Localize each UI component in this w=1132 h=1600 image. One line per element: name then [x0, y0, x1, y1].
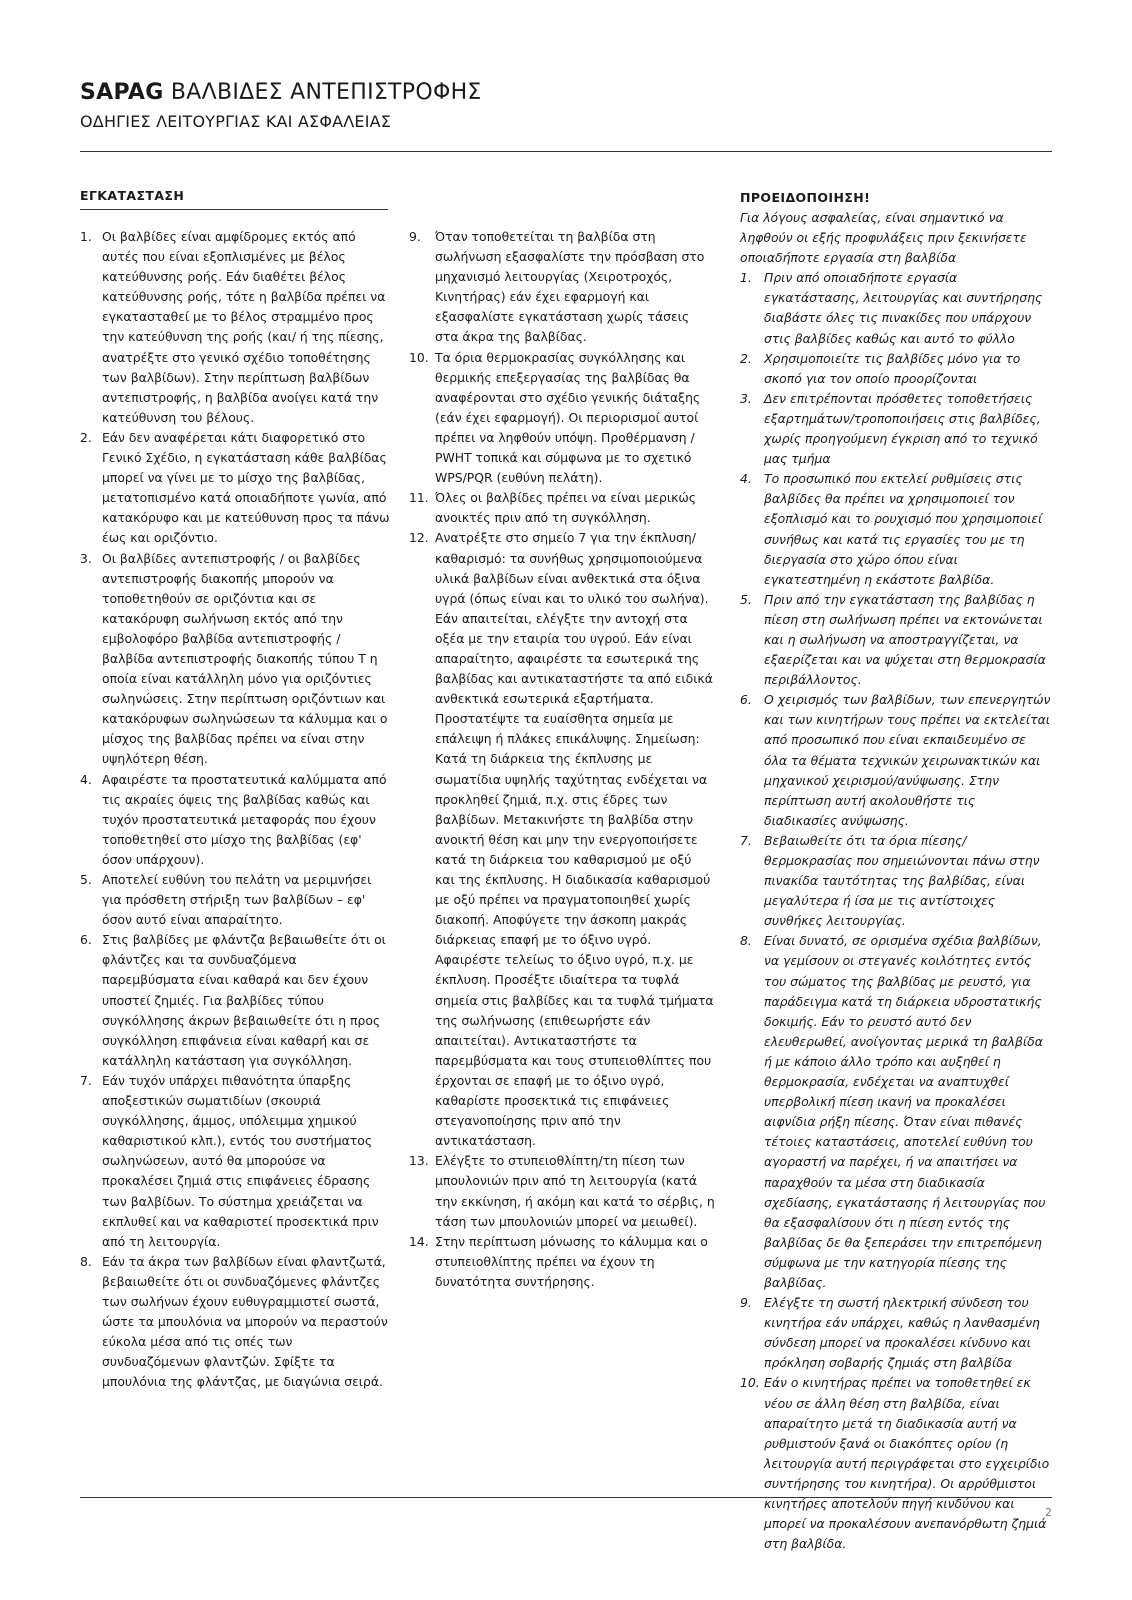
- warning-column: [740, 188, 1052, 1554]
- list-item: [80, 227, 390, 428]
- item-text: Βεβαιωθείτε ότι τα όρια πίεσης/θερμοκρασίας που σημειώνονται πάνω στην πινακίδα ταυτότητας της βαλβίδας, είναι μεγαλύτερα ή ίσα με τις αντίστοιχες συνθήκες λειτουργίας.: [764, 832, 1040, 929]
- item-number: 5.: [80, 872, 92, 887]
- item-number: 7.: [740, 832, 752, 848]
- item-number: 5.: [740, 591, 752, 607]
- item-number: 4.: [80, 771, 92, 787]
- item-text: Ελέγξτε το στυπειοθλίπτη/τη πίεση των μπουλονιών πριν από τη λειτουργία (κατά την εκκίνηση, ή ακόμη και κατά το σέρβις, η τάση των μπουλονιών μπορεί να μειωθεί).: [435, 1153, 715, 1229]
- item-number: 9.: [409, 229, 421, 244]
- item-number: 7.: [80, 1072, 92, 1088]
- title-text: ΒΑΛΒΙΔΕΣ ΑΝΤΕΠΙΣΤΡΟΦΗΣ: [170, 80, 482, 105]
- list-item: [740, 931, 1052, 1293]
- brand-name: SAPAG: [80, 80, 164, 105]
- warning-list: [740, 268, 1052, 1554]
- item-number: 8.: [740, 933, 752, 949]
- list-item: [409, 528, 715, 1151]
- item-text: Χρησιμοποιείτε τις βαλβίδες μόνο για το σκοπό για τον οποίο προορίζονται: [764, 350, 1021, 386]
- installation-column-2: [409, 227, 715, 1292]
- item-number: 4.: [740, 471, 752, 487]
- item-text: Όλες οι βαλβίδες πρέπει να είναι μερικώς ανοικτές πριν από τη συγκόλληση.: [435, 490, 697, 526]
- header-divider: [80, 151, 1052, 152]
- item-text: Εάν ο κινητήρας πρέπει να τοποθετηθεί εκ νέου σε άλλη θέση στη βαλβίδα, είναι απαραίτητο μετά τη διαδικασία αυτή να ρυθμιστούν ξανά οι διακόπτες ορίου (η λειτουργία αυτή περιγράφεται στο εγχειρίδιο συντήρησης του κινητήρα). Οι αρρύθμιστοι κινητήρες αποτελούν πηγή κινδύνου και μπορεί να προκαλέσουν ανεπανόρθωτη ζημιά στη βαλβίδα.: [764, 1375, 1050, 1552]
- item-number: 3.: [740, 390, 752, 406]
- list-item: [80, 930, 390, 1071]
- item-text: Όταν τοποθετείται τη βαλβίδα στη σωλήνωση εξασφαλίστε την πρόσβαση στο μηχανισμό λειτουργίας (Χειροτροχός, Κινητήρας) εάν έχει εφαρμογή και εξασφαλίστε εγκατάσταση χωρίς τάσεις στα άκρα της βαλβίδας.: [435, 229, 705, 345]
- list-item: [409, 488, 715, 528]
- item-number: 10.: [740, 1375, 760, 1391]
- item-number: 9.: [740, 1295, 752, 1311]
- item-text: Πριν από την εγκατάσταση της βαλβίδας η πίεση στη σωλήνωση πρέπει να εκτονώνεται και η σωλήνωση να αποστραγγίζεται, να εξαερίζεται και να ψύχεται στη θερμοκρασία περιβάλλοντος.: [764, 591, 1046, 688]
- list-item: [740, 469, 1052, 590]
- item-text: Εάν τυχόν υπάρχει πιθανότητα ύπαρξης αποξεστικών σωματιδίων (σκουριά συγκόλλησης, άμμος, υπόλειμμα χημικού καθαριστικού κλπ.), εντός του συστήματος σωληνώσεων, αυτό θα μπορούσε να προκαλέσει ζημιά στις επιφάνειες έδρασης των βαλβίδων. Το σύστημα χρειάζεται να εκπλυθεί και να καθαριστεί προσεκτικά πριν από τη λειτουργία.: [102, 1072, 379, 1249]
- item-number: 2.: [80, 429, 92, 445]
- item-number: 8.: [80, 1253, 92, 1269]
- page-number: 2: [1045, 1506, 1052, 1519]
- item-number: 10.: [409, 349, 429, 365]
- list-item: [80, 549, 390, 770]
- installation-list-continued: [409, 227, 715, 1292]
- document-subtitle: ΟΔΗΓΙΕΣ ΛΕΙΤΟΥΡΓΙΑΣ ΚΑΙ ΑΣΦΑΛΕΙΑΣ: [80, 112, 392, 131]
- item-number: 1.: [80, 229, 92, 244]
- page-header: [80, 78, 1052, 134]
- item-text: Οι βαλβίδες αντεπιστροφής / οι βαλβίδες αντεπιστροφής διακοπής μπορούν να τοποθετηθούν σε οριζόντια και σε κατακόρυφη σωλήνωση εκτός από την εμβολοφόρο βαλβίδα αντεπιστροφής / βαλβίδα αντεπιστροφής διακοπής τύπου T η οποία είναι κατάλληλη μόνο για οριζόντιες σωληνώσεις. Στην περίπτωση οριζόντιων και κατακόρυφων σωληνώσεων τα κάλυμμα και ο μίσχος της βαλβίδας πρέπει να είναι στην υψηλότερη θέση.: [102, 550, 388, 767]
- item-text: Αποτελεί ευθύνη του πελάτη να μεριμνήσει για πρόσθετη στήριξη των βαλβίδων – εφ' όσον αυτό είναι απαραίτητο.: [102, 872, 372, 928]
- warning-title: ΠΡΟΕΙΔΟΠΟΙΗΣΗ!: [740, 190, 871, 205]
- list-item: [740, 268, 1052, 348]
- list-item: [80, 770, 390, 870]
- list-item: [409, 1232, 715, 1292]
- list-item: [80, 1071, 390, 1252]
- item-number: 14.: [409, 1233, 429, 1249]
- item-text: Οι βαλβίδες είναι αμφίδρομες εκτός από αυτές που είναι εξοπλισμένες με βέλος κατεύθυνσης ροής. Εάν διαθέτει βέλος κατεύθυνσης ροής, τότε η βαλβίδα πρέπει να εγκατασταθεί με το βέλος στραμμένο προς την κατεύθυνση της ροής (και/ ή της πίεσης, ανατρέξτε στο γενικό σχέδιο τοποθέτησης των βαλβίδων). Στην περίπτωση βαλβίδων αντεπιστροφής, η βαλβίδα ανοίγει κατά την κατεύθυνση του βέλους.: [102, 229, 386, 425]
- item-number: 1.: [740, 270, 752, 286]
- installation-column-1: [80, 227, 390, 1392]
- list-item: [740, 389, 1052, 469]
- list-item: [409, 227, 715, 348]
- warning-intro: Για λόγους ασφαλείας, είναι σημαντικό να ληφθούν οι εξής προφυλάξεις πριν ξεκινήσετε οποιαδήποτε εργασία στη βαλβίδα: [740, 210, 1027, 266]
- list-item: [740, 590, 1052, 690]
- item-text: Ο χειρισμός των βαλβίδων, των επενεργητών και των κινητήρων τους πρέπει να εκτελείται από προσωπικό που είναι εκπαιδευμένο σε όλα τα θέματα τεχνικών χειρωνακτικών και μηχανικού χειρισμού/ανύψωσης. Στην περίπτωση αυτή ακολουθήστε τις διαδικασίες ανύψωσης.: [764, 692, 1051, 828]
- list-item: [80, 1252, 390, 1393]
- item-number: 2.: [740, 350, 752, 366]
- list-item: [409, 1151, 715, 1231]
- item-number: 11.: [409, 490, 429, 506]
- list-item: [740, 1293, 1052, 1373]
- footer-divider: [80, 1497, 1052, 1498]
- list-item: [740, 349, 1052, 389]
- list-item: [740, 831, 1052, 931]
- item-number: 13.: [409, 1153, 429, 1169]
- item-text: Πριν από οποιαδήποτε εργασία εγκατάστασης, λειτουργίας και συντήρησης διαβάστε όλες τις πινακίδες που υπάρχουν στις βαλβίδες καθώς και αυτό το φύλλο: [764, 270, 1043, 346]
- item-text: Ανατρέξτε στο σημείο 7 για την έκπλυση/ καθαρισμό: τα συνήθως χρησιμοποιούμενα υλικά βαλβίδων είναι ανθεκτικά στα όξινα υγρά (όπως είναι και το υλικό του σωλήνα). Εάν απαιτείται, ελέγξτε την αντοχή στα οξέα με την εταιρία του υγρού. Εάν είναι απαραίτητο, αφαιρέστε τα εσωτερικά της βαλβίδας και αντικαταστήστε τα από ειδικά ανθεκτικά εσωτερικά εξαρτήματα. Προστατέψτε τα ευαίσθητα σημεία με επάλειψη ή πλάκες επικάλυψης. Σημείωση: Κατά τη διάρκεια της έκπλυσης με σωματίδια υψηλής ταχύτητας ενδέχεται να προκληθεί ζημιά, π.χ. στις έδρες των βαλβίδων. Μετακινήστε τη βαλβίδα στην ανοικτή θέση και μην την ενεργοποιήσετε κατά τη διάρκεια του καθαρισμού με οξύ και της έκπλυσης. Η διαδικασία καθαρισμού με οξύ πρέπει να πραγματοποιηθεί χωρίς διακοπή. Αποφύγετε την άσκοπη μακράς διάρκειας επαφή με το όξινο υγρό. Αφαιρέστε τελείως το όξινο υγρό, π.χ. με έκπλυση. Προσέξτε ιδιαίτερα τα τυφλά σημεία στις βαλβίδες και τα τυφλά τμήματα της σωλήνωσης (επιθεωρήστε εάν απαιτείται). Αντικαταστήστε τα παρεμβύσματα και τους στυπειοθλίπτες που έρχονται σε επαφή με το όξινο υγρό, καθαρίστε προσεκτικά τις επιφάνειες στεγανοποίησης πριν από την αντικατάσταση.: [435, 530, 714, 1149]
- item-text: Στην περίπτωση μόνωσης το κάλυμμα και ο στυπειοθλίπτης πρέπει να έχουν τη δυνατότητα συντήρησης.: [435, 1233, 708, 1289]
- list-item: [740, 1373, 1052, 1554]
- item-number: 3.: [80, 550, 92, 566]
- item-number: 12.: [409, 530, 429, 546]
- list-item: [409, 348, 715, 489]
- item-text: Ελέγξτε τη σωστή ηλεκτρική σύνδεση του κινητήρα εάν υπάρχει, καθώς η λανθασμένη σύνδεση μπορεί να προκαλέσει κίνδυνο και πρόκληση σοβαρής ζημιάς στη βαλβίδα: [764, 1295, 1040, 1371]
- list-item: [80, 870, 390, 930]
- item-text: Είναι δυνατό, σε ορισμένα σχέδια βαλβίδων, να γεμίσουν οι στεγανές κοιλότητες εντός του σώματος της βαλβίδας με ρευστό, για παράδειγμα κατά τη διάρκεια υδροστατικής δοκιμής. Εάν το ρευστό αυτό δεν ελευθερωθεί, ανοίγοντας μερικά τη βαλβίδα ή με κάποιο άλλο τρόπο και αυξηθεί η θερμοκρασία, ενδέχεται να αναπτυχθεί υπερβολική πίεση ικανή να προκαλέσει αιφνίδια ρήξη πίεσης. Όταν είναι πιθανές τέτοιες καταστάσεις, αποτελεί ευθύνη του αγοραστή να παρέχει, ή να απαιτήσει να παραχθούν τα μέσα στη διαδικασία σχεδίασης, εγκατάστασης ή λειτουργίας που θα εξασφαλίσουν ότι η πίεση εντός της βαλβίδας δε θα ξεπεράσει την επιτρεπόμενη σύμφωνα με την κατηγορία πίεσης της βαλβίδας.: [764, 933, 1046, 1290]
- list-item: [740, 690, 1052, 831]
- item-number: 6.: [740, 692, 752, 708]
- item-text: Τα όρια θερμοκρασίας συγκόλλησης και θερμικής επεξεργασίας της βαλβίδας θα αναφέρονται στο σχέδιο γενικής διάταξης (εάν έχει εφαρμογή). Οι περιορισμοί αυτοί πρέπει να ληφθούν υπόψη. Προθέρμανση / PWHT τοπικά και σύμφωνα με το σχετικό WPS/PQR (ευθύνη πελάτη).: [435, 349, 701, 486]
- document-title: [80, 78, 1052, 108]
- installation-heading: ΕΓΚΑΤΑΣΤΑΣΗ: [80, 188, 388, 210]
- item-text: Στις βαλβίδες με φλάντζα βεβαιωθείτε ότι οι φλάντζες και τα συνδυαζόμενα παρεμβύσματα είναι καθαρά και δεν έχουν υποστεί ζημιές. Για βαλβίδες τύπου συγκόλλησης άκρων βεβαιωθείτε ότι η προς συγκόλληση επιφάνεια είναι καθαρή και σε κατάλληλη κατάσταση για συγκόλληση.: [102, 932, 386, 1068]
- item-text: Δεν επιτρέπονται πρόσθετες τοποθετήσεις εξαρτημάτων/τροποποιήσεις στις βαλβίδες, χωρίς προηγούμενη έγκριση από το τεχνικό μας τμήμα: [764, 390, 1041, 467]
- item-text: Εάν δεν αναφέρεται κάτι διαφορετικό στο Γενικό Σχέδιο, η εγκατάσταση κάθε βαλβίδας μπορεί να γίνει με το μίσχο της βαλβίδας, μετατοπισμένο κατά οποιαδήποτε γωνία, από κατακόρυφο και με κατεύθυνση προς τα πάνω έως και οριζόντιο.: [102, 429, 390, 546]
- item-number: 6.: [80, 932, 92, 948]
- item-text: Αφαιρέστε τα προστατευτικά καλύμματα από τις ακραίες όψεις της βαλβίδας καθώς και τυχόν προστατευτικά μεταφοράς που έχουν τοποθετηθεί στο μίσχο της βαλβίδας (εφ' όσον υπάρχουν).: [102, 771, 387, 867]
- item-text: Το προσωπικό που εκτελεί ρυθμίσεις στις βαλβίδες θα πρέπει να χρησιμοποιεί τον εξοπλισμό και το ρουχισμό που χρησιμοποιεί συνήθως και κατά τις εργασίες του με τη διεργασία στο χώρο όπου είναι εγκατεστημένη η εκάστοτε βαλβίδα.: [764, 471, 1043, 587]
- item-text: Εάν τα άκρα των βαλβίδων είναι φλαντζωτά, βεβαιωθείτε ότι οι συνδυαζόμενες φλάντζες των σωλήνων έχουν ευθυγραμμιστεί σωστά, ώστε τα μπουλόνια να μπορούν να περαστούν εύκολα μέσα από τις οπές των συνδυαζόμενων φλαντζών. Σφίξτε τα μπουλόνια της φλάντζας, με διαγώνια σειρά.: [102, 1253, 388, 1390]
- installation-list: [80, 227, 390, 1392]
- list-item: [80, 428, 390, 549]
